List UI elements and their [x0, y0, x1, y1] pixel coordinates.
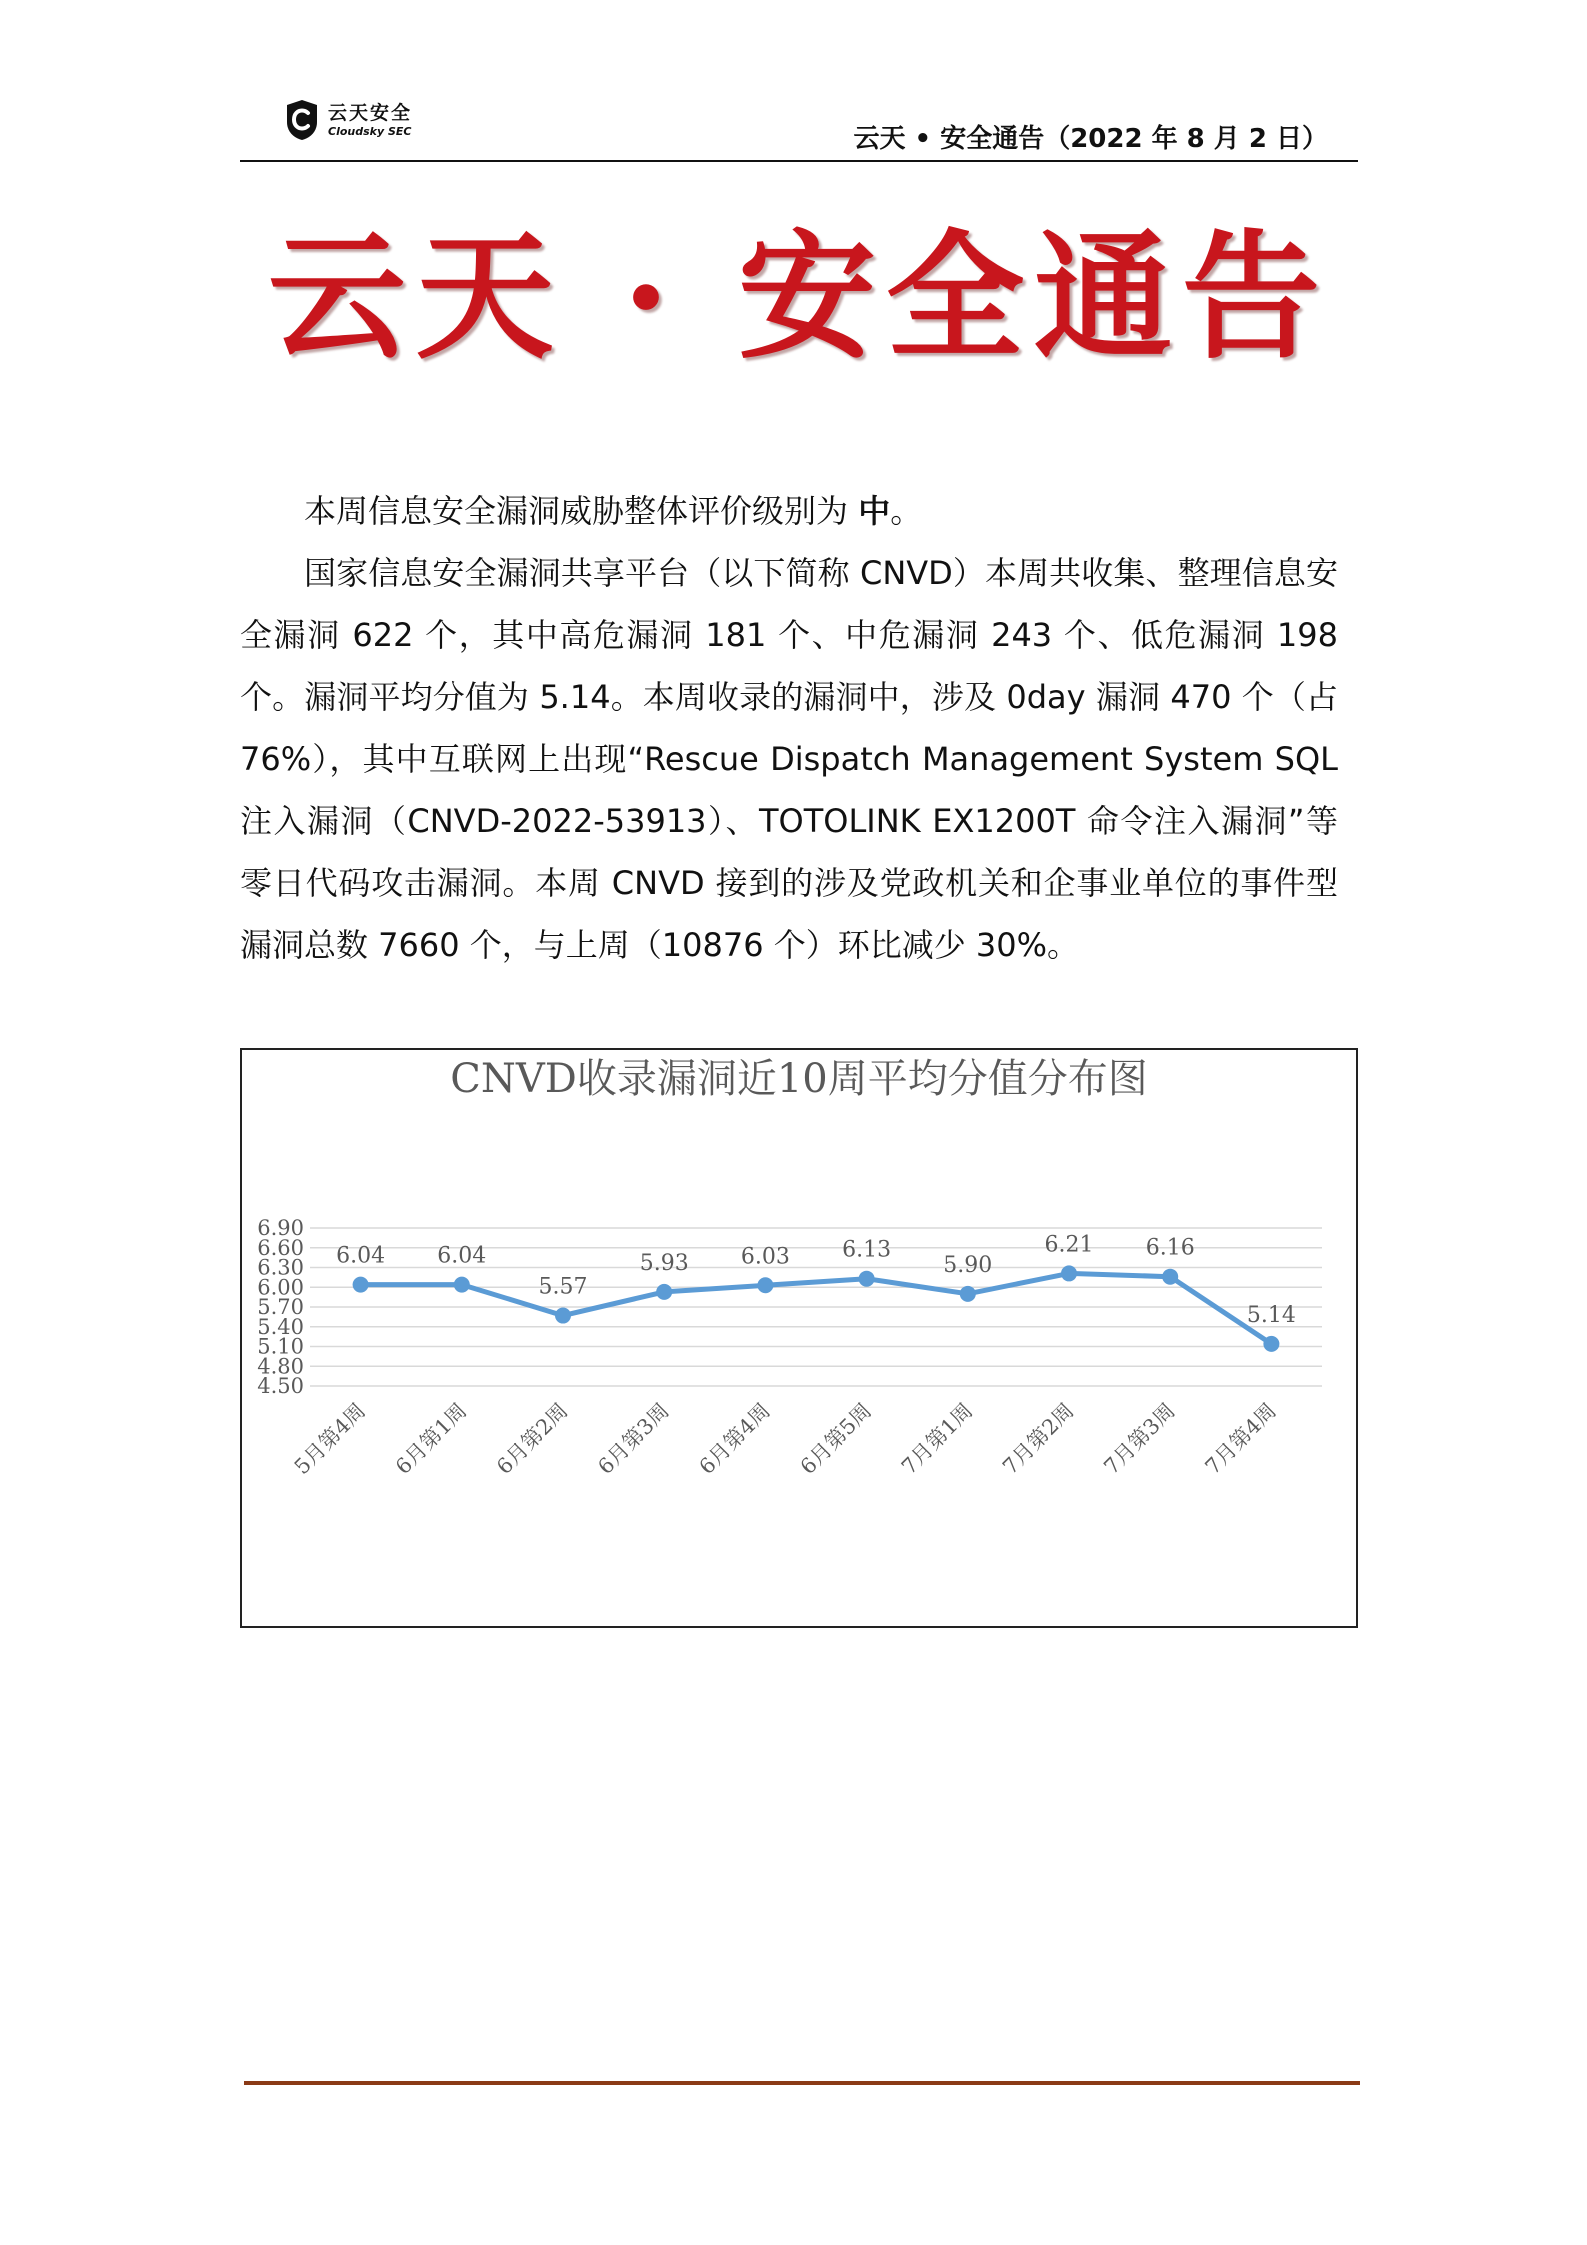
data-point: [960, 1286, 976, 1302]
y-tick-label: 6.90: [257, 1216, 304, 1240]
data-label: 5.93: [639, 1250, 689, 1276]
data-label: 6.04: [336, 1243, 386, 1269]
x-tick-label: 7月第1周: [896, 1398, 978, 1479]
data-point: [1162, 1269, 1178, 1285]
data-label: 6.13: [842, 1237, 892, 1263]
data-label: 6.16: [1145, 1235, 1195, 1261]
data-point: [1263, 1336, 1279, 1352]
x-tick-label: 6月第1周: [390, 1398, 472, 1479]
vulnerability-summary-paragraph: 国家信息安全漏洞共享平台（以下简称 CNVD）本周共收集、整理信息安全漏洞 622 个，其中高危漏洞 181 个、中危漏洞 243 个、低危漏洞 198 个。漏洞平均分值为 5.14。本周收录的漏洞中，涉及 0day 漏洞 470 个（占 76%），其中互联网上出现“Rescue Dispatch Management System SQL 注入漏洞（CNVD-2022-53913）、TOTOLINK EX1200T 命令注入漏洞”等零日代码攻击漏洞。本周 CNVD 接到的涉及党政机关和企事业单位的事件型漏洞总数 7660 个，与上周（10876 个）环比减少 30%。: [240, 554, 1338, 964]
page-header: [240, 92, 1358, 162]
x-tick-label: 7月第3周: [1099, 1398, 1180, 1479]
line-chart-svg: [242, 1050, 1356, 1626]
bulletin-body: [240, 480, 1338, 976]
x-tick-label: 7月第2周: [998, 1398, 1079, 1479]
data-point: [859, 1271, 875, 1287]
data-label: 5.57: [538, 1274, 588, 1300]
x-tick-label: 6月第5周: [795, 1398, 877, 1479]
company-logo: [284, 98, 412, 142]
y-tick-label: 6.30: [257, 1255, 304, 1280]
y-tick-label: 5.70: [257, 1295, 304, 1319]
data-point: [555, 1308, 571, 1324]
shield-logo-icon: [284, 98, 320, 142]
data-label: 6.21: [1044, 1232, 1094, 1258]
logo-chinese-name: 云天安全: [328, 101, 413, 124]
average-score-chart: [240, 1048, 1358, 1628]
y-tick-label: 4.80: [257, 1354, 304, 1379]
data-label: 5.90: [943, 1252, 993, 1278]
y-tick-label: 5.40: [257, 1314, 304, 1339]
y-tick-label: 5.10: [257, 1334, 304, 1359]
y-tick-label: 4.50: [257, 1374, 304, 1398]
data-label: 6.03: [740, 1244, 790, 1270]
threat-level-paragraph: [240, 480, 1338, 542]
data-point: [353, 1277, 369, 1293]
data-point: [1061, 1265, 1077, 1281]
chart-title: CNVD收录漏洞近10周平均分值分布图: [450, 1056, 1148, 1102]
x-tick-label: 7月第4周: [1200, 1398, 1281, 1479]
threat-level-intro: 本周信息安全漏洞威胁整体评价级别为: [304, 492, 859, 530]
data-point: [757, 1277, 773, 1293]
x-tick-label: 6月第3周: [593, 1398, 674, 1479]
data-point: [454, 1277, 470, 1293]
bulletin-banner-title: 云天 · 安全通告: [267, 215, 1331, 378]
y-tick-label: 6.60: [257, 1235, 304, 1260]
x-tick-label: 6月第2周: [492, 1398, 573, 1479]
logo-english-name: Cloudsky SEC: [328, 124, 412, 138]
x-tick-label: 6月第4周: [694, 1398, 775, 1479]
data-label: 6.04: [437, 1243, 487, 1269]
y-tick-label: 6.00: [257, 1275, 304, 1300]
data-point: [656, 1284, 672, 1300]
x-tick-label: 5月第4周: [289, 1398, 371, 1479]
data-label: 5.14: [1246, 1302, 1296, 1328]
header-title: 云天 • 安全通告（2022 年 8 月 2 日）: [853, 124, 1328, 154]
series-line: [361, 1273, 1272, 1344]
header-divider: [240, 160, 1358, 162]
threat-level-value: 中: [858, 492, 891, 530]
threat-level-end: 。: [890, 492, 923, 530]
footer-divider: [244, 2081, 1360, 2085]
